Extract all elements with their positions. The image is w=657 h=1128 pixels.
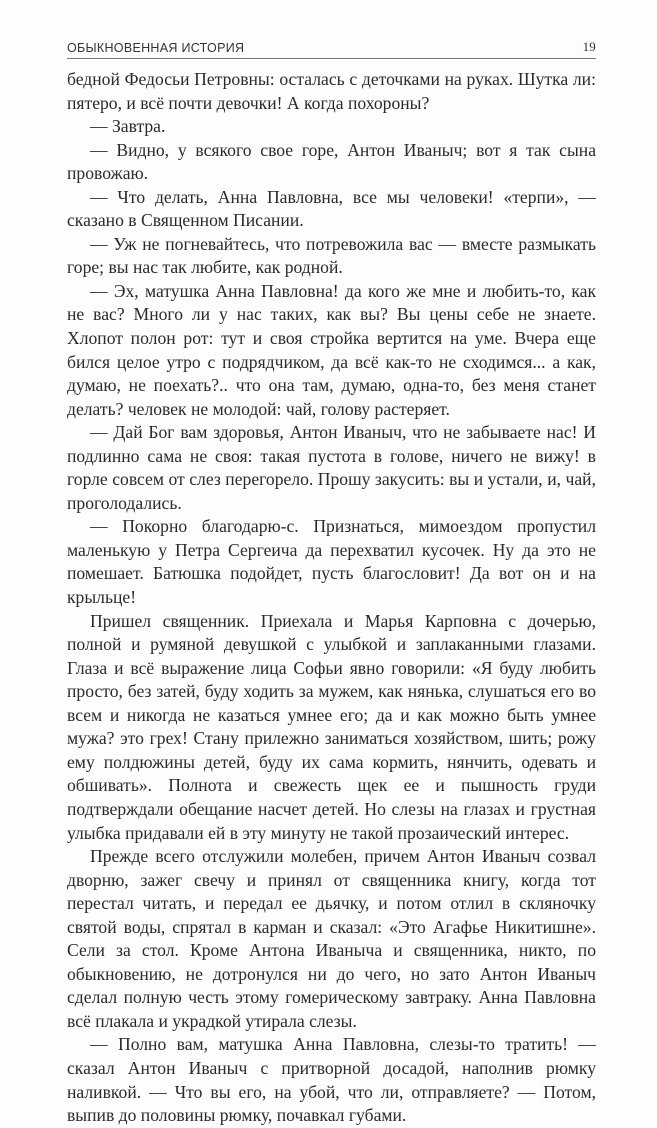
paragraph: — Видно, у всякого свое горе, Антон Иваныч; вот я так сына провожаю. xyxy=(67,139,596,184)
paragraph: — Дай Бог вам здоровья, Антон Иваныч, что не забываете нас! И подлинно сама не своя: такая пустота в голове, ничего не вижу! в горле совсем от слез перегорело. Прошу закусить: вы и устали, и, чай, проголодались. xyxy=(67,422,596,513)
paragraph: — Эх, матушка Анна Павловна! да кого же мне и любить-то, как не вас? Много ли у нас таких, как вы? Вы цены себе не знаете. Хлопот полон рот: тут и своя стройка вертится на уме. Вчера еще бился целое утро с подрядчиком, да всё как-то не сходимся... а как, думаю, не поехать?.. что она там, думаю, одна-то, без меня станет делать? человек не молодой: чай, голову растеряет. xyxy=(67,280,596,419)
paragraph: Пришел священник. Приехала и Марья Карповна с дочерью, полной и румяной девушкой с улыбкой и заплаканными глазами. Глаза и всё выражение лица Софьи явно говорили: «Я буду любить просто, без затей, буду ходить за мужем, как нянька, слушаться его во всем и никогда не казаться умнее его; да и как можно быть умнее мужа? это грех! Стану прилежно заниматься хозяйством, шить; рожу ему полдюжины детей, буду их сама кормить, нянчить, одевать и обшивать». Полнота и свежесть щек ее и пышность груди подтверждали обещание насчет детей. Но слезы на глазах и грустная улыбка придавали ей в эту минуту не такой прозаический интерес. xyxy=(67,610,596,843)
page-number: 19 xyxy=(582,39,596,54)
running-head xyxy=(67,38,596,59)
paragraph: — Завтра. xyxy=(90,116,166,137)
body-text xyxy=(67,68,596,1128)
book-page xyxy=(67,38,596,1128)
running-head-title: ОБЫКНОВЕННАЯ ИСТОРИЯ xyxy=(67,41,245,55)
paragraph: Прежде всего отслужили молебен, причем Антон Иваныч созвал дворню, зажег свечу и принял от священника книгу, когда тот перестал читать, и передал ее дьячку, и потом отлил в скляночку святой воды, спрятал в карман и сказал: «Это Агафье Никитишне». Сели за стол. Кроме Антона Иваныча и священника, никто, по обыкновению, не дотронулся ни до чего, но зато Антон Иваныч сделал полную честь этому гомерическому завтраку. Анна Павловна всё плакала и украдкой утирала слезы. xyxy=(67,846,596,1031)
paragraph: — Покорно благодарю-с. Признаться, мимоездом пропустил маленькую у Петра Сергеича да перехватил кусочек. Ну да это не помешает. Батюшка подойдет, пусть благословит! Да вот он и на крыльце! xyxy=(67,516,596,608)
paragraph: — Уж не погневайтесь, что потревожила вас — вместе размыкать горе; вы нас так любите, как родной. xyxy=(67,233,596,278)
paragraph: бедной Федосьи Петровны: осталась с деточками на руках. Шутка ли: пятеро, и всё почти девочки! А когда похороны? xyxy=(67,69,596,113)
paragraph: — Полно вам, матушка Анна Павловна, слезы-то тратить! — сказал Антон Иваныч с притворной досадой, наполнив рюмку наливкой. — Что вы его, на убой, что ли, отправляете? — Потом, выпив до половины рюмку, почавкал губами. xyxy=(67,1034,596,1126)
paragraph: — Что делать, Анна Павловна, все мы человеки! «терпи», — сказано в Священном Писании. xyxy=(67,186,596,231)
